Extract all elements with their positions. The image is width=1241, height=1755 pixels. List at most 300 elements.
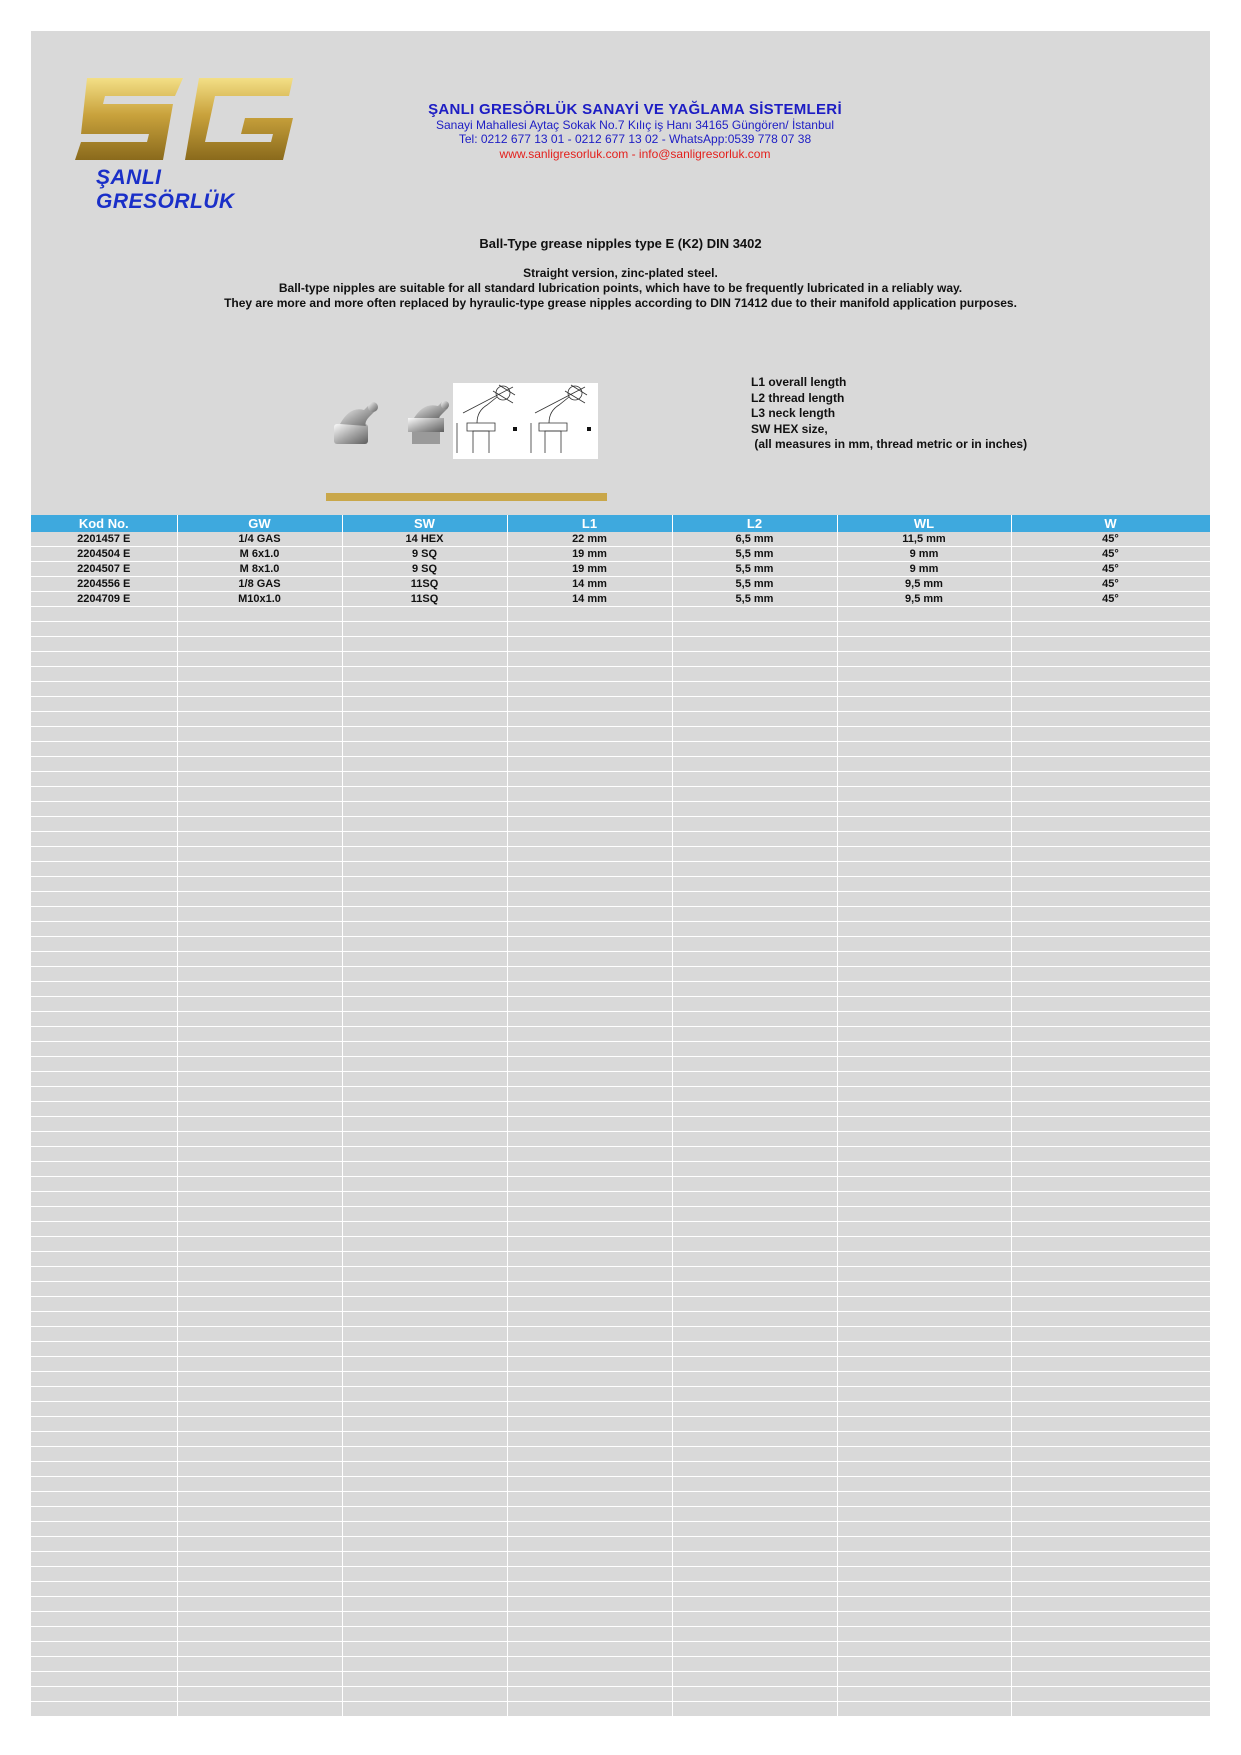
empty-cell: [837, 1267, 1011, 1282]
empty-cell: [1011, 892, 1210, 907]
empty-cell: [31, 802, 177, 817]
cell-wl: 9,5 mm: [837, 592, 1011, 607]
empty-cell: [342, 1417, 507, 1432]
empty-cell: [1011, 1207, 1210, 1222]
empty-cell: [837, 1207, 1011, 1222]
empty-cell: [177, 742, 342, 757]
empty-cell: [672, 1327, 837, 1342]
cell-l1: 22 mm: [507, 532, 672, 547]
empty-table-row: [31, 1612, 1210, 1627]
empty-cell: [1011, 1462, 1210, 1477]
empty-cell: [1011, 1042, 1210, 1057]
empty-cell: [672, 1522, 837, 1537]
empty-table-row: [31, 1522, 1210, 1537]
empty-cell: [1011, 832, 1210, 847]
empty-cell: [672, 877, 837, 892]
empty-table-row: [31, 1012, 1210, 1027]
empty-table-row: [31, 1297, 1210, 1312]
empty-cell: [672, 697, 837, 712]
cell-kod-no: 2204504 E: [31, 547, 177, 562]
empty-table-row: [31, 877, 1210, 892]
empty-table-row: [31, 967, 1210, 982]
empty-cell: [672, 1417, 837, 1432]
empty-cell: [507, 937, 672, 952]
nipple-photo-1: [330, 400, 380, 448]
empty-cell: [177, 607, 342, 622]
empty-table-row: [31, 952, 1210, 967]
empty-cell: [1011, 1507, 1210, 1522]
empty-cell: [1011, 772, 1210, 787]
empty-cell: [837, 1447, 1011, 1462]
empty-cell: [342, 1057, 507, 1072]
empty-table-row: [31, 1582, 1210, 1597]
empty-cell: [342, 817, 507, 832]
company-name: ŞANLI GRESÖRLÜK SANAYİ VE YAĞLAMA SİSTEMLERİ: [428, 101, 842, 118]
empty-cell: [672, 1642, 837, 1657]
empty-cell: [1011, 1432, 1210, 1447]
empty-cell: [507, 1567, 672, 1582]
empty-cell: [837, 1222, 1011, 1237]
empty-cell: [837, 877, 1011, 892]
description-line: Ball-type nipples are suitable for all standard lubrication points, which have to be frequently lubricated in a reliably way.: [278, 281, 963, 295]
legend-l1: L1 overall length: [751, 375, 847, 389]
empty-cell: [837, 622, 1011, 637]
empty-cell: [31, 1477, 177, 1492]
empty-cell: [672, 802, 837, 817]
empty-cell: [507, 802, 672, 817]
empty-cell: [177, 1672, 342, 1687]
empty-cell: [837, 1312, 1011, 1327]
cell-kod-no: 2201457 E: [31, 532, 177, 547]
empty-cell: [672, 1282, 837, 1297]
empty-cell: [507, 727, 672, 742]
empty-cell: [837, 847, 1011, 862]
empty-cell: [507, 1552, 672, 1567]
empty-cell: [177, 1327, 342, 1342]
empty-table-row: [31, 772, 1210, 787]
legend-sw: SW HEX size,: [751, 421, 828, 436]
empty-cell: [31, 1222, 177, 1237]
empty-cell: [837, 1567, 1011, 1582]
empty-cell: [837, 1507, 1011, 1522]
empty-cell: [672, 982, 837, 997]
empty-cell: [507, 1477, 672, 1492]
empty-cell: [31, 1237, 177, 1252]
empty-cell: [1011, 1297, 1210, 1312]
empty-table-row: [31, 1192, 1210, 1207]
empty-cell: [507, 892, 672, 907]
empty-cell: [31, 1162, 177, 1177]
empty-table-row: [31, 1657, 1210, 1672]
empty-cell: [31, 667, 177, 682]
empty-cell: [672, 1042, 837, 1057]
empty-cell: [837, 1687, 1011, 1702]
empty-cell: [672, 667, 837, 682]
empty-cell: [672, 1132, 837, 1147]
empty-cell: [837, 1162, 1011, 1177]
empty-cell: [837, 862, 1011, 877]
empty-cell: [1011, 712, 1210, 727]
empty-cell: [507, 1192, 672, 1207]
empty-cell: [177, 1312, 342, 1327]
empty-cell: [837, 1087, 1011, 1102]
empty-cell: [342, 1357, 507, 1372]
empty-cell: [672, 1477, 837, 1492]
empty-cell: [837, 607, 1011, 622]
empty-cell: [1011, 862, 1210, 877]
cell-kod-no: 2204556 E: [31, 577, 177, 592]
empty-cell: [672, 607, 837, 622]
empty-cell: [342, 982, 507, 997]
empty-cell: [672, 712, 837, 727]
empty-cell: [672, 952, 837, 967]
empty-cell: [177, 982, 342, 997]
empty-cell: [672, 1102, 837, 1117]
table-row[interactable]: [31, 547, 1210, 562]
empty-cell: [177, 1087, 342, 1102]
empty-table-row: [31, 1177, 1210, 1192]
empty-cell: [837, 1552, 1011, 1567]
empty-cell: [672, 682, 837, 697]
empty-cell: [1011, 742, 1210, 757]
empty-cell: [31, 1417, 177, 1432]
empty-cell: [507, 952, 672, 967]
empty-cell: [672, 1612, 837, 1627]
empty-cell: [31, 1207, 177, 1222]
empty-cell: [672, 1537, 837, 1552]
cell-l1: 19 mm: [507, 547, 672, 562]
empty-cell: [342, 1612, 507, 1627]
empty-cell: [837, 1042, 1011, 1057]
empty-cell: [31, 1372, 177, 1387]
table-row[interactable]: [31, 592, 1210, 607]
empty-cell: [507, 1342, 672, 1357]
empty-cell: [342, 1342, 507, 1357]
empty-cell: [342, 1387, 507, 1402]
empty-cell: [507, 1177, 672, 1192]
empty-cell: [31, 1552, 177, 1567]
empty-cell: [31, 1087, 177, 1102]
empty-table-row: [31, 1372, 1210, 1387]
empty-cell: [342, 1507, 507, 1522]
empty-cell: [31, 1102, 177, 1117]
empty-cell: [177, 1147, 342, 1162]
empty-table-row: [31, 1087, 1210, 1102]
empty-cell: [177, 1102, 342, 1117]
header-l1[interactable]: L1: [507, 515, 672, 532]
empty-cell: [342, 1177, 507, 1192]
empty-cell: [672, 1702, 837, 1717]
empty-cell: [342, 1252, 507, 1267]
header-w[interactable]: W: [1011, 515, 1210, 532]
empty-cell: [1011, 1072, 1210, 1087]
empty-cell: [672, 1672, 837, 1687]
empty-cell: [177, 1567, 342, 1582]
empty-cell: [342, 1192, 507, 1207]
header-sw[interactable]: SW: [342, 515, 507, 532]
empty-cell: [177, 877, 342, 892]
empty-cell: [1011, 1357, 1210, 1372]
empty-cell: [672, 862, 837, 877]
empty-cell: [507, 742, 672, 757]
empty-cell: [177, 1627, 342, 1642]
empty-cell: [31, 922, 177, 937]
empty-cell: [672, 772, 837, 787]
empty-cell: [31, 1147, 177, 1162]
empty-table-row: [31, 1027, 1210, 1042]
empty-cell: [342, 1312, 507, 1327]
empty-cell: [31, 1132, 177, 1147]
empty-table-row: [31, 1282, 1210, 1297]
empty-table-row: [31, 712, 1210, 727]
empty-cell: [342, 997, 507, 1012]
empty-cell: [837, 1432, 1011, 1447]
empty-cell: [672, 1027, 837, 1042]
empty-cell: [672, 1357, 837, 1372]
empty-cell: [507, 1357, 672, 1372]
empty-table-row: [31, 1507, 1210, 1522]
empty-cell: [342, 712, 507, 727]
empty-cell: [837, 637, 1011, 652]
empty-cell: [31, 697, 177, 712]
empty-cell: [1011, 1057, 1210, 1072]
empty-cell: [342, 862, 507, 877]
empty-cell: [507, 1522, 672, 1537]
cell-gw: M 8x1.0: [177, 562, 342, 577]
empty-cell: [507, 997, 672, 1012]
empty-cell: [31, 1282, 177, 1297]
empty-cell: [507, 622, 672, 637]
empty-cell: [342, 1222, 507, 1237]
empty-cell: [342, 1522, 507, 1537]
legend-l3: L3 neck length: [751, 406, 836, 420]
cell-w: 45°: [1011, 577, 1210, 592]
empty-cell: [342, 1087, 507, 1102]
empty-cell: [1011, 1522, 1210, 1537]
empty-cell: [342, 757, 507, 772]
empty-cell: [672, 1507, 837, 1522]
empty-cell: [507, 712, 672, 727]
empty-cell: [31, 1627, 177, 1642]
empty-cell: [342, 1072, 507, 1087]
empty-cell: [672, 727, 837, 742]
empty-cell: [507, 847, 672, 862]
empty-cell: [31, 892, 177, 907]
empty-cell: [1011, 1327, 1210, 1342]
empty-table-row: [31, 1642, 1210, 1657]
table-row[interactable]: [31, 562, 1210, 577]
empty-cell: [1011, 1267, 1210, 1282]
empty-cell: [507, 1447, 672, 1462]
empty-cell: [1011, 1222, 1210, 1237]
empty-table-row: [31, 1627, 1210, 1642]
empty-cell: [1011, 997, 1210, 1012]
empty-cell: [1011, 637, 1210, 652]
empty-cell: [837, 667, 1011, 682]
empty-cell: [672, 1447, 837, 1462]
empty-cell: [507, 1087, 672, 1102]
header-kod-no[interactable]: Kod No.: [31, 515, 177, 532]
empty-cell: [837, 1342, 1011, 1357]
empty-cell: [507, 1237, 672, 1252]
header-wl[interactable]: WL: [837, 515, 1011, 532]
empty-cell: [507, 1387, 672, 1402]
empty-cell: [1011, 922, 1210, 937]
empty-cell: [1011, 1627, 1210, 1642]
empty-cell: [342, 1012, 507, 1027]
empty-cell: [507, 1222, 672, 1237]
empty-cell: [507, 862, 672, 877]
empty-cell: [672, 637, 837, 652]
empty-cell: [507, 1012, 672, 1027]
empty-cell: [1011, 1657, 1210, 1672]
empty-cell: [177, 1597, 342, 1612]
empty-cell: [177, 1372, 342, 1387]
empty-cell: [672, 967, 837, 982]
empty-cell: [1011, 682, 1210, 697]
empty-cell: [837, 1702, 1011, 1717]
empty-cell: [177, 1477, 342, 1492]
empty-cell: [342, 622, 507, 637]
empty-table-row: [31, 607, 1210, 622]
empty-cell: [507, 907, 672, 922]
cell-l2: 5,5 mm: [672, 592, 837, 607]
empty-table-row: [31, 787, 1210, 802]
empty-cell: [342, 1552, 507, 1567]
table-row[interactable]: [31, 532, 1210, 547]
empty-cell: [837, 1417, 1011, 1432]
empty-cell: [342, 1462, 507, 1477]
empty-cell: [342, 607, 507, 622]
empty-table-row: [31, 802, 1210, 817]
empty-cell: [1011, 757, 1210, 772]
empty-cell: [1011, 1417, 1210, 1432]
empty-cell: [507, 1462, 672, 1477]
empty-cell: [342, 772, 507, 787]
empty-cell: [837, 1027, 1011, 1042]
cell-l2: 6,5 mm: [672, 532, 837, 547]
header-gw[interactable]: GW: [177, 515, 342, 532]
empty-cell: [672, 1567, 837, 1582]
logo-s-shape: [75, 78, 183, 160]
empty-cell: [507, 1162, 672, 1177]
table-header-row: [31, 515, 1210, 532]
empty-cell: [177, 1237, 342, 1252]
empty-cell: [342, 1492, 507, 1507]
empty-cell: [342, 952, 507, 967]
empty-cell: [177, 1582, 342, 1597]
empty-cell: [342, 637, 507, 652]
empty-table-row: [31, 1402, 1210, 1417]
empty-table-row: [31, 1237, 1210, 1252]
empty-table-row: [31, 847, 1210, 862]
empty-cell: [837, 1372, 1011, 1387]
empty-cell: [1011, 1687, 1210, 1702]
empty-table-row: [31, 1477, 1210, 1492]
empty-cell: [1011, 1672, 1210, 1687]
empty-cell: [507, 1687, 672, 1702]
empty-table-row: [31, 1432, 1210, 1447]
empty-cell: [837, 1402, 1011, 1417]
cell-kod-no: 2204709 E: [31, 592, 177, 607]
empty-table-row: [31, 1417, 1210, 1432]
empty-cell: [177, 637, 342, 652]
empty-cell: [1011, 1312, 1210, 1327]
empty-cell: [507, 607, 672, 622]
empty-cell: [507, 1612, 672, 1627]
empty-cell: [177, 682, 342, 697]
empty-cell: [31, 772, 177, 787]
dimension-legend: [751, 375, 1027, 453]
description-line: Straight version, zinc-plated steel.: [523, 266, 718, 280]
empty-cell: [177, 907, 342, 922]
empty-cell: [31, 817, 177, 832]
empty-cell: [1011, 787, 1210, 802]
empty-cell: [177, 1057, 342, 1072]
empty-cell: [31, 637, 177, 652]
empty-cell: [177, 1387, 342, 1402]
empty-cell: [672, 1372, 837, 1387]
empty-table-row: [31, 1537, 1210, 1552]
empty-cell: [837, 1657, 1011, 1672]
empty-cell: [672, 1342, 837, 1357]
empty-cell: [31, 937, 177, 952]
empty-cell: [837, 697, 1011, 712]
empty-cell: [1011, 1552, 1210, 1567]
empty-cell: [507, 967, 672, 982]
empty-cell: [177, 802, 342, 817]
empty-table-row: [31, 1132, 1210, 1147]
empty-cell: [672, 1432, 837, 1447]
empty-cell: [177, 1402, 342, 1417]
empty-cell: [342, 1117, 507, 1132]
empty-cell: [837, 1012, 1011, 1027]
empty-cell: [31, 1537, 177, 1552]
table-row[interactable]: [31, 577, 1210, 592]
empty-cell: [177, 1132, 342, 1147]
empty-cell: [342, 1207, 507, 1222]
empty-cell: [177, 1357, 342, 1372]
empty-cell: [837, 1477, 1011, 1492]
empty-cell: [507, 667, 672, 682]
empty-cell: [1011, 1342, 1210, 1357]
empty-table-row: [31, 1102, 1210, 1117]
empty-cell: [507, 1582, 672, 1597]
empty-cell: [177, 1027, 342, 1042]
empty-cell: [507, 1492, 672, 1507]
empty-cell: [342, 892, 507, 907]
empty-cell: [31, 1327, 177, 1342]
nipple-photo-2: [402, 400, 452, 448]
empty-cell: [31, 1702, 177, 1717]
empty-cell: [342, 682, 507, 697]
cell-sw: 14 HEX: [342, 532, 507, 547]
empty-cell: [177, 1042, 342, 1057]
empty-cell: [31, 1057, 177, 1072]
empty-cell: [837, 1147, 1011, 1162]
empty-cell: [177, 1252, 342, 1267]
empty-cell: [837, 982, 1011, 997]
empty-cell: [672, 832, 837, 847]
empty-table-row: [31, 1327, 1210, 1342]
header-l2[interactable]: L2: [672, 515, 837, 532]
company-web-link[interactable]: www.sanligresorluk.com - info@sanligresorluk.com: [499, 146, 771, 161]
empty-cell: [837, 1492, 1011, 1507]
empty-cell: [31, 607, 177, 622]
empty-table-row: [31, 1207, 1210, 1222]
empty-cell: [837, 1597, 1011, 1612]
logo-caption: ŞANLI GRESÖRLÜK: [96, 166, 235, 213]
